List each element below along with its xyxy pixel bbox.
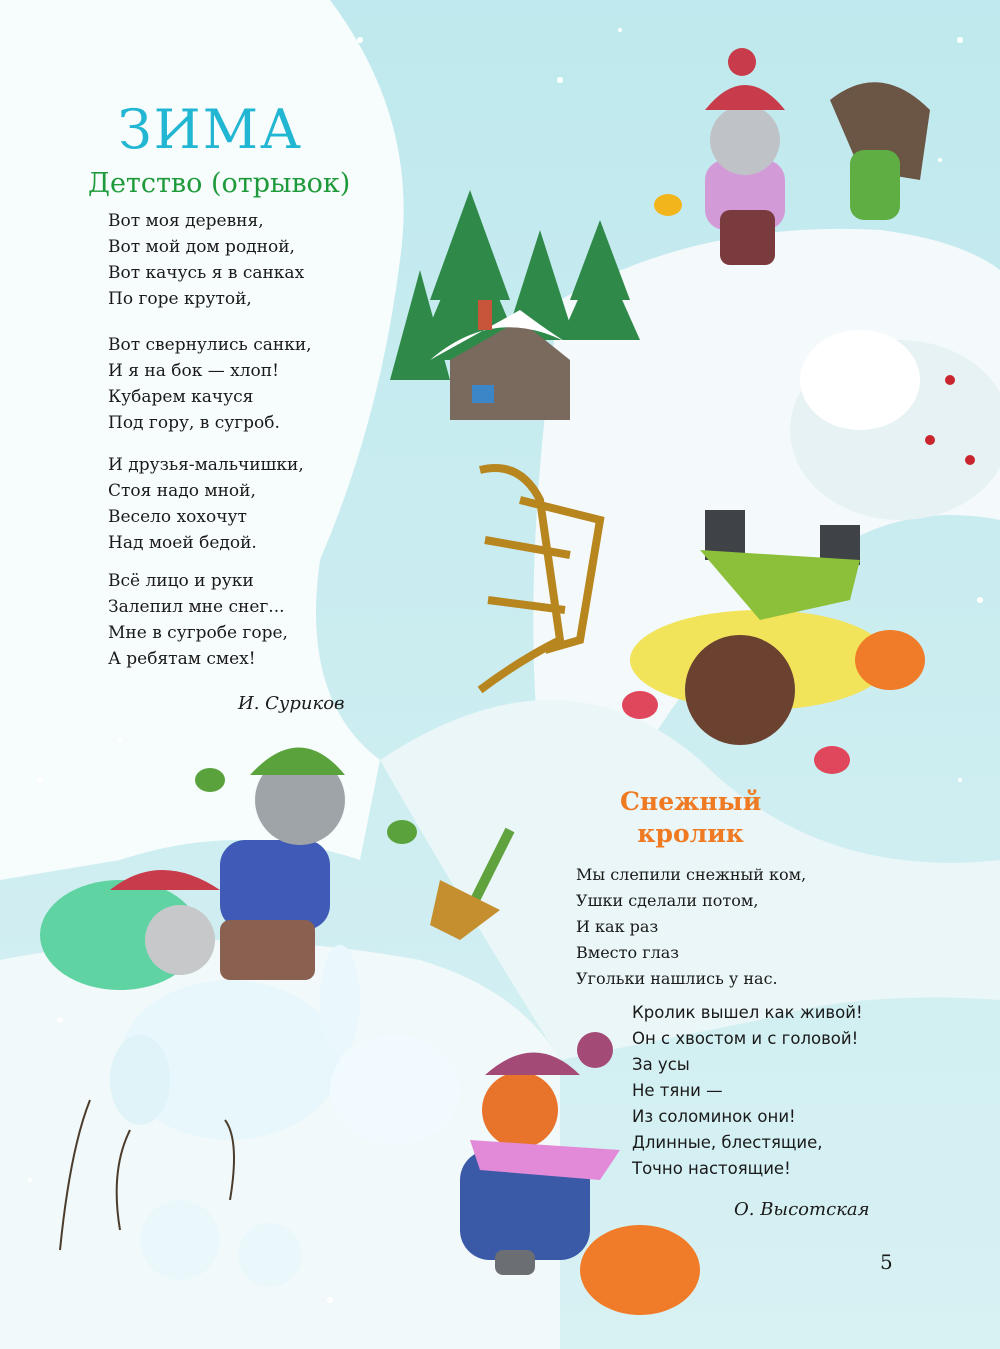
verse-line: Из соломинок они! [632, 1107, 796, 1126]
verse-line: Весело хохочут [108, 507, 247, 527]
verse-line: Вот моя деревня, [108, 211, 264, 231]
verse-line: Он с хвостом и с головой! [632, 1029, 859, 1048]
section-title: ЗИМА [118, 98, 303, 161]
poem1-stanza-3 [108, 452, 304, 556]
verse-line: Ушки сделали потом, [576, 891, 759, 910]
verse-line: А ребятам смех! [108, 649, 256, 669]
verse-line: Кролик вышел как живой! [632, 1003, 863, 1022]
verse-line: И я на бок — хлоп! [108, 361, 279, 381]
verse-line: Вот мой дом родной, [108, 237, 295, 257]
verse-line: Не тяни — [632, 1081, 723, 1100]
poem1-stanza-4 [108, 568, 288, 672]
poem1-title: Детство (отрывок) [88, 168, 351, 199]
poem1-stanza-1 [108, 208, 304, 312]
verse-line: По горе крутой, [108, 289, 252, 309]
verse-line: И как раз [576, 917, 659, 936]
verse-line: Мы слепили снежный ком, [576, 865, 807, 884]
poem2-author: О. Высотская [734, 1199, 870, 1220]
poem1-author: И. Суриков [238, 693, 345, 714]
poem2-stanza-2 [632, 1000, 863, 1182]
poem2-title-line2: кролик [637, 819, 744, 848]
verse-line: Угольки нашлись у нас. [576, 969, 778, 988]
verse-line: Всё лицо и руки [108, 571, 254, 591]
verse-line: Залепил мне снег... [108, 597, 285, 617]
verse-line: Вот качусь я в санках [108, 263, 305, 283]
page-number: 5 [880, 1250, 893, 1274]
verse-line: Над моей бедой. [108, 533, 257, 553]
verse-line: Точно настоящие! [632, 1159, 791, 1178]
verse-line: За усы [632, 1055, 690, 1074]
verse-line: И друзья-мальчишки, [108, 455, 304, 475]
verse-line: Вместо глаз [576, 943, 680, 962]
poem2-stanza-1 [576, 862, 806, 992]
verse-line: Мне в сугробе горе, [108, 623, 288, 643]
poem1-stanza-2 [108, 332, 312, 436]
verse-line: Под гору, в сугроб. [108, 413, 280, 433]
poem2-title [620, 786, 761, 850]
verse-line: Кубарем качуся [108, 387, 254, 407]
verse-line: Стоя надо мной, [108, 481, 256, 501]
poem2-title-line1: Снежный [620, 787, 762, 816]
verse-line: Длинные, блестящие, [632, 1133, 823, 1152]
verse-line: Вот свернулись санки, [108, 335, 312, 355]
